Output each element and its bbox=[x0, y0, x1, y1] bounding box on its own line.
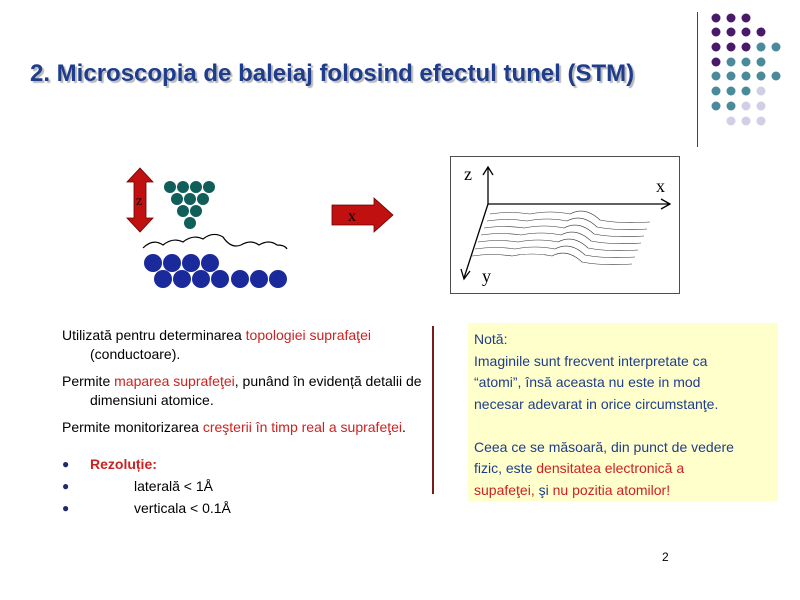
note-spacer bbox=[474, 415, 772, 437]
resolution-list bbox=[62, 453, 422, 519]
list-item bbox=[62, 475, 422, 497]
paragraph-monitoring bbox=[62, 418, 422, 437]
note-line: “atomi”, însă aceasta nu este in mod bbox=[474, 374, 701, 390]
scan-y-label: y bbox=[482, 266, 491, 286]
bullet-icon: ● bbox=[62, 501, 70, 515]
text: (conductoare). bbox=[90, 346, 181, 362]
note-line bbox=[474, 480, 772, 502]
text: Permite bbox=[62, 373, 115, 389]
lateral-resolution: laterală < 1Å bbox=[134, 478, 213, 494]
highlight-text: maparea suprafeţei bbox=[114, 373, 235, 389]
description-text bbox=[62, 326, 422, 519]
decorative-dot-grid bbox=[700, 10, 800, 130]
bullet-icon: ● bbox=[62, 479, 70, 493]
highlight-text: supafeţei, bbox=[474, 481, 539, 498]
page-number: 2 bbox=[662, 550, 669, 564]
highlight-text: creşterii în timp real a suprafeţei bbox=[202, 419, 403, 435]
note-line: Ceea ce se măsoară, din punct de vedere bbox=[474, 438, 734, 455]
x-direction-arrow-icon bbox=[330, 197, 396, 233]
stm-tip-diagram bbox=[125, 160, 295, 295]
paragraph-topology bbox=[62, 326, 422, 364]
highlight-text: topologiei suprafaţei bbox=[245, 327, 371, 343]
text: Utilizată pentru determinarea bbox=[62, 327, 246, 343]
header-divider bbox=[697, 12, 698, 147]
list-item bbox=[62, 497, 422, 519]
highlight-text: densitatea electronică a bbox=[536, 460, 685, 476]
x-label: x bbox=[348, 208, 356, 225]
text: , punând în evidență detalii de dimensiuni atomice. bbox=[90, 373, 422, 408]
note-heading: Notă: bbox=[474, 331, 508, 347]
list-item bbox=[62, 453, 422, 475]
stm-scan-image bbox=[450, 156, 680, 294]
resolution-heading: Rezoluție: bbox=[90, 456, 157, 472]
column-divider bbox=[432, 326, 434, 494]
note-line: necesar adevarat in orice circumstanţe. bbox=[474, 395, 719, 412]
text: . bbox=[402, 419, 406, 435]
text: fizic, este bbox=[474, 460, 537, 476]
text: şi bbox=[538, 481, 553, 498]
scan-z-label: z bbox=[464, 164, 472, 184]
z-label: z bbox=[136, 194, 143, 209]
highlight-text: nu pozitia atomilor! bbox=[552, 481, 671, 498]
note-box bbox=[468, 323, 778, 501]
note-line: Imaginile sunt frecvent interpretate ca bbox=[474, 352, 708, 369]
slide-title: 2. Microscopia de baleiaj folosind efectul tunel (STM) bbox=[30, 60, 635, 87]
text: Permite monitorizarea bbox=[62, 419, 203, 435]
note-line bbox=[474, 458, 772, 480]
bullet-icon: ● bbox=[62, 457, 70, 471]
paragraph-mapping bbox=[62, 372, 422, 410]
scan-x-label: x bbox=[656, 176, 665, 196]
vertical-resolution: verticala < 0.1Å bbox=[134, 500, 231, 516]
